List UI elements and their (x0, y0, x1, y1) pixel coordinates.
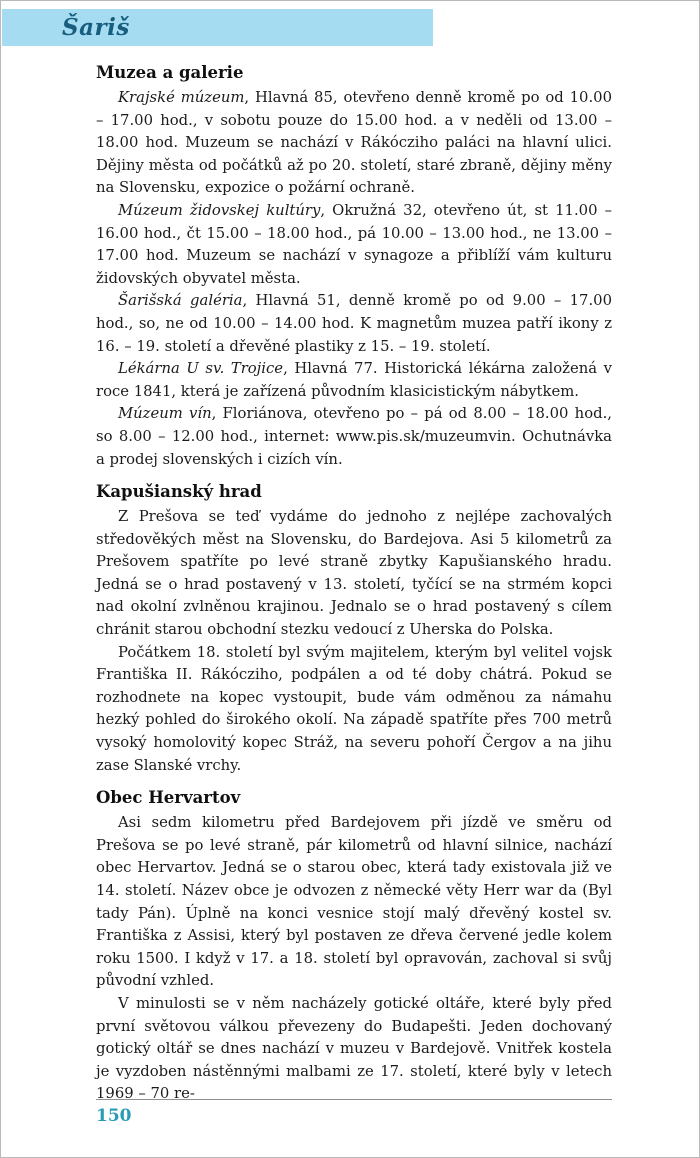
page-header-band (2, 9, 433, 46)
section-heading: Obec Hervartov (96, 788, 241, 808)
region-title: Šariš (62, 14, 130, 41)
paragraph-text: , Hlavná 85, otevřeno denně kromě po od 10.00 – 17.00 hod., v sobotu pouze do 15.00 hod. a v neděli od 13.00 – 18.00 hod. Muzeum se nachází v Rákócziho paláci na hlavní ulici. Dějiny města od počátků až po 20. století, staré zbraně, dějiny měny na Slovensku, expozice o požární ochraně. (96, 89, 612, 197)
paragraph-text: , Hlavná 77. Historická lékárna založená v roce 1841, která je zařízená původním klasicistickým nábytkem. (96, 360, 612, 400)
section-obec-hervartov (96, 788, 612, 1106)
paragraph (96, 200, 612, 290)
paragraph (96, 993, 612, 1106)
place-name: Krajské múzeum (118, 89, 245, 106)
paragraph-text: , Floriánova, otevřeno po – pá od 8.00 – 18.00 hod., so 8.00 – 12.00 hod., internet: www.pis.sk/muzeumvin. Ochutnávka a prodej slovenských i cizích vín. (96, 405, 612, 468)
paragraph (96, 87, 612, 200)
paragraph (96, 358, 612, 403)
paragraph (96, 642, 612, 778)
paragraph-text: Asi sedm kilometru před Bardejovem při jízdě ve směru od Prešova se po levé straně, pár kilometrů od hlavní silnice, nachází obec Hervartov. Jedná se o starou obec, která tady existovala již ve 14. století. Název obce je odvozen z německé věty Herr war da (Byl tady Pán). Úplně na konci vesnice stojí malý dřevěný kostel sv. Františka z Assisi, který byl postaven ze dřeva červené jedle kolem roku 1500. I když v 17. a 18. století byl opravován, zachoval si svůj původní vzhled. (96, 814, 612, 990)
paragraph-text: , Okružná 32, otevřeno út, st 11.00 – 16.00 hod., čt 15.00 – 18.00 hod., pá 10.00 – 13.00 hod., ne 13.00 – 17.00 hod. Muzeum se nachází v synagoze a přiblíží vám kulturu židovských obyvatel města. (96, 201, 613, 287)
page-content (96, 63, 612, 1106)
place-name: Lékárna U sv. Trojice (118, 360, 284, 378)
footer-rule (96, 1099, 612, 1100)
paragraph-text: Z Prešova se teď vydáme do jednoho z nejlépe zachovalých středověkých měst na Slovensku, do Bardejova. Asi 5 kilometrů za Prešovem spatříte po levé straně zbytky Kapušianského hradu. Jedná se o hrad postavený v 13. století, tyčící se na strmém kopci nad okolní zvlněnou krajinou. Jednalo se o hrad postavený s cílem chránit starou obchodní stezku vedoucí z Uherska do Polska. (96, 508, 612, 639)
place-name: Múzeum židovskej kultúry (118, 201, 321, 219)
section-heading: Kapušianský hrad (96, 482, 262, 502)
paragraph-text: , Hlavná 51, denně kromě po od 9.00 – 17.00 hod., so, ne od 10.00 – 14.00 hod. K magnetům muzea patří ikony z 16. – 19. století a dřevěné plastiky z 15. – 19. století. (96, 292, 613, 355)
paragraph (96, 506, 612, 642)
paragraph (96, 290, 612, 358)
place-name: Šarišská galéria (118, 292, 243, 310)
paragraph (96, 812, 612, 993)
paragraph-text: V minulosti se v něm nacházely gotické oltáře, které byly před první světovou válkou převezeny do Budapešti. Jeden dochovaný gotický oltář se dnes nachází v muzeu v Bardejově. Vnitřek kostela je vyzdoben nástěnnými malbami ze 17. století, které byly v letech 1969 – 70 re- (96, 994, 612, 1103)
section-muzea-a-galerie (96, 63, 612, 471)
page-number: 150 (96, 1106, 132, 1126)
section-heading: Muzea a galerie (96, 63, 244, 82)
place-name: Múzeum vín (118, 405, 212, 423)
section-kapusiansky-hrad (96, 482, 612, 777)
paragraph-text: Počátkem 18. století byl svým majitelem, kterým byl velitel vojsk Františka II. Rákócziho, podpálen a od té doby chátrá. Pokud se rozhodnete na kopec vystoupit, bude vám odměnou za námahu hezký pohled do širokého okolí. Na západě spatříte přes 700 metrů vysoký homolovitý kopec Stráž, na severu pohoří Čergov a na jihu zase Slanské vrchy. (96, 643, 612, 774)
paragraph (96, 403, 612, 471)
